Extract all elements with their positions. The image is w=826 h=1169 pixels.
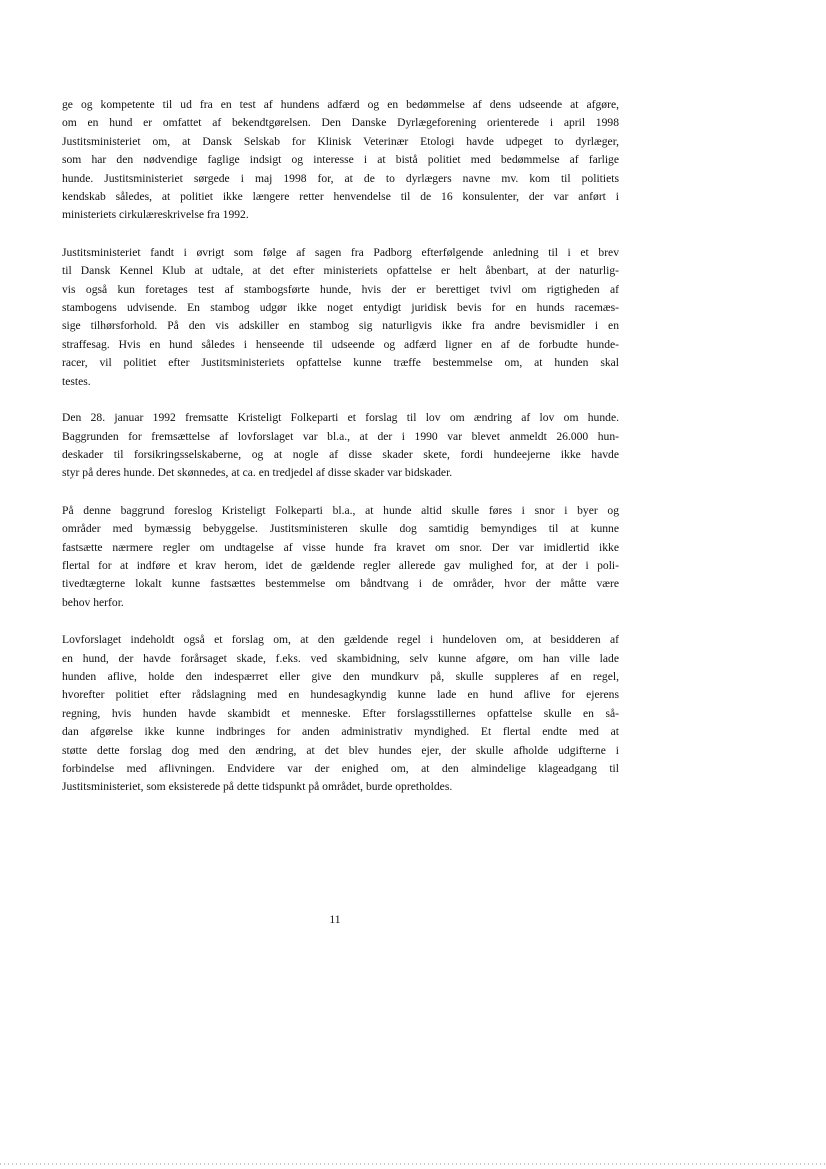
text-line: Justitsministeriet om, at Dansk Selskab for Klinisk Veterinær Etologi havde udpeget to dyrlæger,	[62, 134, 619, 148]
text-line: deskader til forsikringsselskaberne, og at nogle af disse skader skete, fordi hundeejerne ikke havde	[62, 447, 619, 461]
text-line: ministeriets cirkulæreskrivelse fra 1992.	[62, 208, 249, 222]
text-line: Justitsministeriet fandt i øvrigt som følge af sagen fra Padborg efterfølgende anledning til i et brev	[62, 245, 619, 259]
text-line: styr på deres hunde. Det skønnedes, at ca. en tredjedel af disse skader var bidskader.	[62, 466, 453, 480]
paragraph-1	[62, 96, 619, 225]
text-line: behov herfor.	[62, 595, 124, 609]
text-line: Baggrunden for fremsættelse af lovforslaget var bl.a., at der i 1990 var blevet anmeldt 26.000 hun-	[62, 429, 619, 443]
text-line: stambogens udvisende. En stambog udgør ikke noget entydigt juridisk bevis for en hunds racemæs-	[62, 301, 619, 315]
text-line: På denne baggrund foreslog Kristeligt Folkeparti bl.a., at hunde altid skulle føres i snor i byer og	[62, 503, 619, 517]
text-line: støtte dette forslag dog med den ændring, at det blev hundes ejer, der skulle afholde udgifterne i	[62, 743, 619, 757]
text-line: som har den nødvendige faglige indsigt og interesse i at bistå politiet med bedømmelse af farlige	[62, 153, 619, 167]
text-line: en hund, der havde forårsaget skade, f.eks. ved skambidning, selv kunne afgøre, om han ville lade	[62, 651, 619, 665]
text-line: tivedtægterne lokalt kunne fastsættes bestemmelse om båndtvang i de områder, hvor der måtte være	[62, 577, 619, 591]
text-line: vis også kun foretages test af stambogsførte hunde, hvis der er berettiget tvivl om rigtigheden af	[62, 282, 619, 296]
paragraph-2	[62, 244, 619, 391]
scan-noise-line	[0, 1163, 826, 1165]
document-body	[62, 96, 619, 797]
text-line: flertal for at indføre et krav herom, idet de gældende regler allerede gav mulighed for, at der i poli-	[62, 558, 619, 572]
text-line: om en hund er omfattet af bekendtgørelsen. Den Danske Dyrlægeforening orienterede i april 1998	[62, 116, 619, 130]
paragraph-4	[62, 502, 619, 612]
page-number: 11	[329, 913, 341, 926]
text-line: forbindelse med aflivningen. Endvidere var der enighed om, at den almindelige klageadgang til	[62, 762, 619, 775]
text-line: straffesag. Hvis en hund således i henseende til udseende og adfærd ligner en af de forbudte hunde-	[62, 337, 619, 351]
text-line: ge og kompetente til ud fra en test af hundens adfærd og en bedømmelse af dens udseende at afgøre,	[62, 98, 619, 111]
text-line: til Dansk Kennel Klub at udtale, at det efter ministeriets opfattelse er helt åbenbart, at der naturlig-	[62, 264, 619, 278]
text-line: racer, vil politiet efter Justitsministeriets opfattelse kunne træffe bestemmelse om, at hunden skal	[62, 356, 619, 370]
text-line: fastsætte nærmere regler om undtagelse af visse hunde fra kravet om snor. Der var imidlertid ikke	[62, 540, 619, 554]
text-line: hvorefter politiet efter rådslagning med en hundesagkyndig kunne lade en hund aflive for ejerens	[62, 688, 619, 702]
paragraph-3	[62, 409, 619, 483]
text-line: hunde. Justitsministeriet sørgede i maj 1998 for, at de to dyrlægers navne mv. kom til politiets	[62, 171, 619, 185]
text-line: Lovforslaget indeholdt også et forslag om, at den gældende regel i hundeloven om, at besidderen af	[62, 633, 619, 647]
text-line: Justitsministeriet, som eksisterede på dette tidspunkt på området, burde opretholdes.	[62, 780, 453, 794]
text-line: regning, hvis hunden havde skambidt et menneske. Efter forslagsstillernes opfattelse skulle en så-	[62, 706, 619, 720]
text-line: sige tilhørsforhold. På den vis adskiller en stambog sig naturligvis ikke fra andre bevismidler i en	[62, 319, 619, 333]
text-line: Den 28. januar 1992 fremsatte Kristeligt Folkeparti et forslag til lov om ændring af lov om hunde.	[62, 411, 619, 425]
text-line: hunden aflive, holde den indespærret eller give den mundkurv på, skulle suppleres af en regel,	[62, 669, 619, 683]
text-line: kendskab således, at politiet ikke længere retter henvendelse til de 16 konsulenter, der var anført i	[62, 190, 619, 204]
paragraph-5	[62, 631, 619, 797]
text-line: områder med bymæssig bebyggelse. Justitsministeren skulle dog samtidig bemyndiges til at kunne	[62, 522, 619, 536]
text-line: dan afgørelse ikke kunne indbringes for anden administrativ myndighed. Et flertal endte med at	[62, 725, 619, 739]
text-line: testes.	[62, 374, 91, 388]
